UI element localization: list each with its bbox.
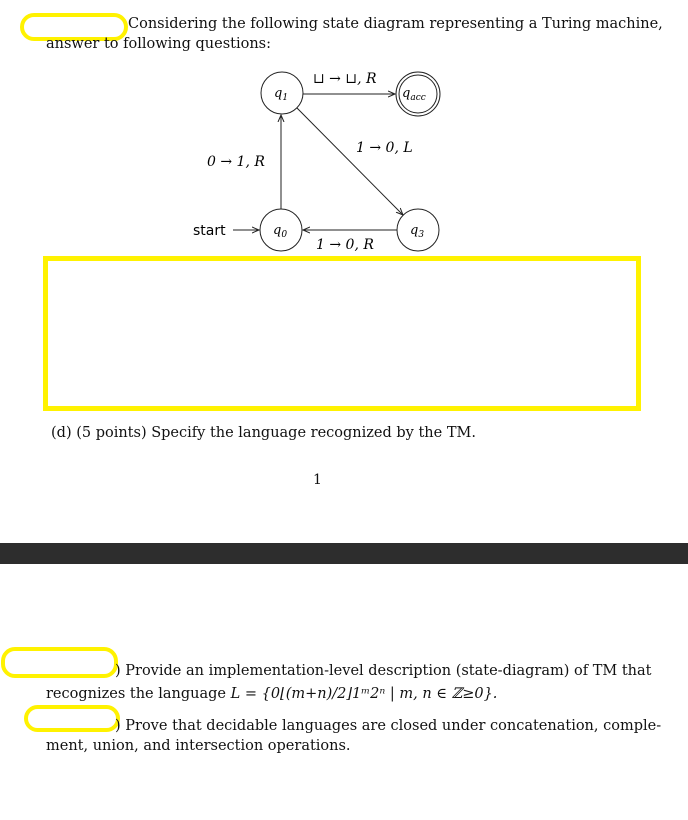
page-number: 1 — [313, 472, 322, 488]
question-intro-line1: Considering the following state diagram representing a Turing machine, — [128, 16, 663, 32]
transition-q1-q3-label: 1 → 0, L — [356, 140, 413, 156]
start-label: start — [193, 223, 226, 239]
state-qacc-label: $q_{acc}$ — [402, 86, 426, 103]
item-1-prefix: recognizes the language — [46, 686, 231, 702]
state-q1-label: $q_1$ — [274, 86, 289, 103]
transition-q0-q1-label: 0 → 1, R — [207, 154, 265, 170]
transition-q1-qacc-label: ⊔ → ⊔, R — [313, 71, 377, 87]
question-intro-line2: answer to following questions: — [46, 36, 272, 52]
page-divider — [0, 543, 688, 564]
item-2-line1: ) Prove that decidable languages are closed under concatenation, comple- — [115, 718, 662, 734]
item-1-line1: ) Provide an implementation-level description (state-diagram) of TM that — [115, 663, 652, 679]
highlight-oval-2 — [1, 647, 118, 678]
part-d-question: (d) (5 points) Specify the language recognized by the TM. — [51, 425, 476, 441]
state-q0-label: $q_0$ — [273, 223, 288, 240]
item-2-line2: ment, union, and intersection operations. — [46, 738, 351, 754]
state-q3-label: $q_3$ — [410, 223, 425, 240]
item-1-line2 — [46, 684, 497, 704]
transition-q1-q3-arrow — [297, 108, 403, 215]
highlight-redaction-box — [43, 256, 641, 411]
document-page-2 — [0, 564, 688, 820]
item-1-language-formula: L = {0⌊(m+n)/2⌋1ᵐ2ⁿ | m, n ∈ ℤ≥0}. — [230, 686, 498, 702]
transition-q3-q0-label: 1 → 0, R — [316, 237, 374, 253]
highlight-oval-3 — [24, 705, 120, 732]
turing-machine-state-diagram — [0, 0, 688, 270]
